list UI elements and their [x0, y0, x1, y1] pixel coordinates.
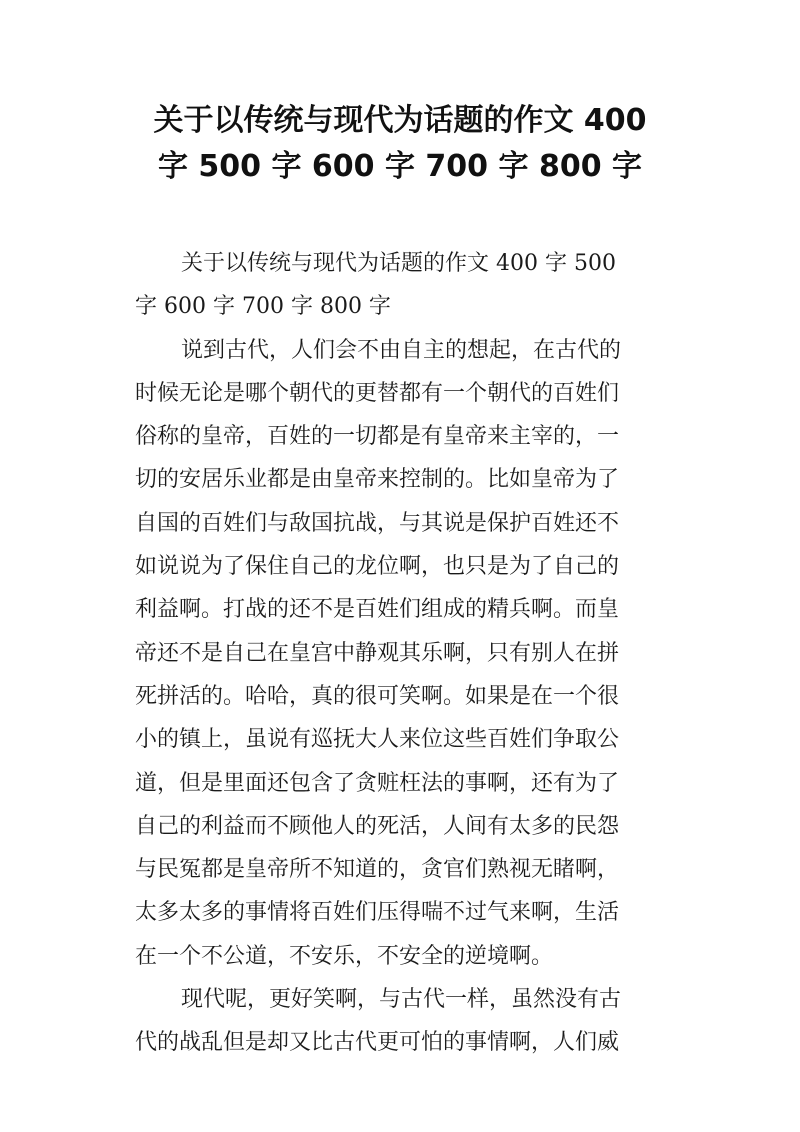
body-line: 死拼活的。哈哈，真的很可笑啊。如果是在一个很 — [135, 683, 620, 709]
body-line: 代的战乱但是却又比古代更可怕的事情啊，人们威 — [135, 1030, 620, 1056]
body-line: 切的安居乐业都是由皇帝来控制的。比如皇帝为了 — [135, 467, 620, 493]
body-line: 自国的百姓们与敌国抗战，与其说是保护百姓还不 — [135, 510, 620, 536]
body-line: 与民冤都是皇帝所不知道的，贪官们熟视无睹啊， — [135, 857, 620, 883]
document-body — [135, 242, 667, 1065]
body-line: 字 600 字 700 字 800 字 — [135, 294, 391, 320]
title-line-2: 字 500 字 600 字 700 字 800 字 — [157, 149, 643, 184]
title-line-1: 关于以传统与现代为话题的作文 400 — [153, 103, 647, 138]
body-line: 如说说为了保住自己的龙位啊，也只是为了自己的 — [135, 554, 620, 580]
body-line: 利益啊。打战的还不是百姓们组成的精兵啊。而皇 — [135, 597, 620, 623]
body-line: 说到古代，人们会不由自主的想起，在古代的 — [181, 337, 622, 363]
body-line: 道，但是里面还包含了贪赃枉法的事啊，还有为了 — [135, 770, 620, 796]
body-line: 现代呢，更好笑啊，与古代一样，虽然没有古 — [181, 987, 622, 1013]
body-line: 自己的利益而不顾他人的死活，人间有太多的民怨 — [135, 813, 620, 839]
body-line: 关于以传统与现代为话题的作文 400 字 500 — [181, 251, 616, 276]
body-line: 俗称的皇帝，百姓的一切都是有皇帝来主宰的，一 — [135, 424, 620, 450]
body-line: 在一个不公道，不安乐，不安全的逆境啊。 — [135, 943, 554, 969]
body-line: 小的镇上，虽说有巡抚大人来位这些百姓们争取公 — [135, 727, 620, 753]
document-title — [100, 98, 700, 190]
body-line: 时候无论是哪个朝代的更替都有一个朝代的百姓们 — [135, 380, 620, 406]
body-line: 帝还不是自己在皇宫中静观其乐啊，只有别人在拼 — [135, 640, 620, 666]
body-line: 太多太多的事情将百姓们压得喘不过气来啊，生活 — [135, 900, 620, 926]
